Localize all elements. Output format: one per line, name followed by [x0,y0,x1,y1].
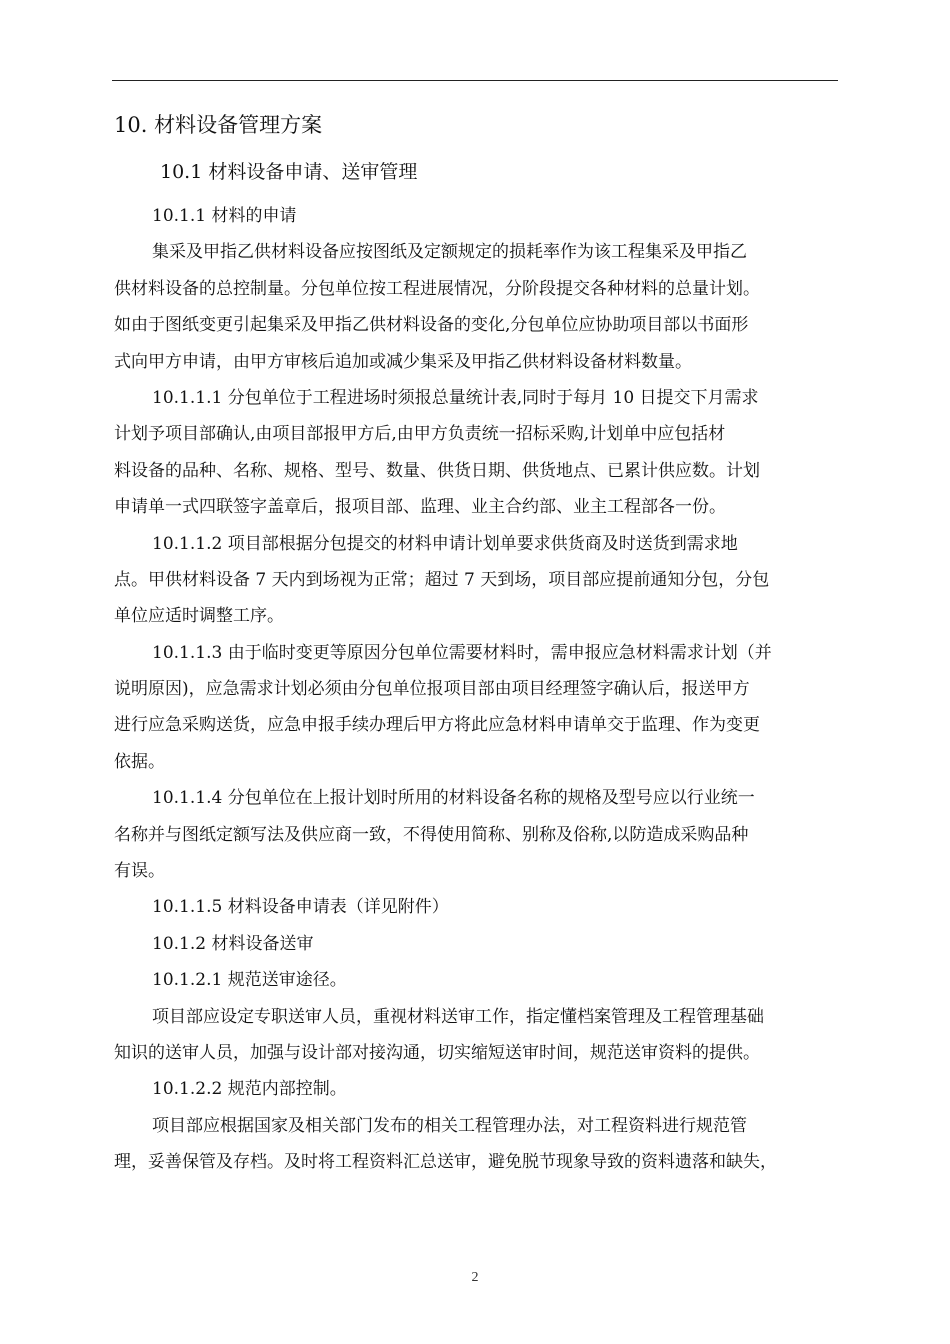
text-line: 进行应急采购送货，应急申报手续办理后甲方将此应急材料申请单交于监理、作为变更 [114,715,760,736]
text-line: 10.1.1.2 项目部根据分包提交的材料申请计划单要求供货商及时送货到需求地 [152,533,738,554]
text-line: 供材料设备的总控制量。分包单位按工程进展情况，分阶段提交各种材料的总量计划。 [114,278,760,299]
page-number: 2 [471,1270,479,1285]
document-body [114,104,840,1181]
subsection-heading: 10.1 材料设备申请、送审管理 [160,161,418,183]
text-line: 10.1.2 材料设备送审 [152,933,314,954]
text-line: 说明原因)，应急需求计划必须由分包单位报项目部由项目经理签字确认后，报送甲方 [114,679,750,700]
text-line: 10.1.1.3 由于临时变更等原因分包单位需要材料时，需申报应急材料需求计划（并 [152,642,772,663]
text-line: 10.1.2.2 规范内部控制。 [152,1079,347,1100]
text-line: 理，妥善保管及存档。及时将工程资料汇总送审，避免脱节现象导致的资料遗落和缺失， [114,1152,777,1173]
text-line: 集采及甲指乙供材料设备应按图纸及定额规定的损耗率作为该工程集采及甲指乙 [152,242,747,263]
text-line: 式向甲方申请，由甲方审核后追加或减少集采及甲指乙供材料设备材料数量。 [114,351,692,372]
text-line: 10.1.2.1 规范送审途径。 [152,970,347,991]
text-line: 10.1.1.1 分包单位于工程进场时须报总量统计表,同时于每月 10 日提交下月需求 [152,387,759,408]
text-line: 名称并与图纸定额写法及供应商一致，不得使用简称、别称及俗称,以防造成采购品种 [114,824,749,845]
text-line: 计划予项目部确认,由项目部报甲方后,由甲方负责统一招标采购,计划单中应包括材 [114,424,726,445]
text-line: 单位应适时调整工序。 [114,606,284,627]
text-line: 有误。 [114,861,165,882]
header-rule [112,80,838,81]
text-line: 10.1.1.5 材料设备申请表（详见附件） [152,897,449,918]
text-line: 项目部应根据国家及相关部门发布的相关工程管理办法，对工程资料进行规范管 [152,1115,747,1136]
text-line: 点。甲供材料设备 7 天内到场视为正常；超过 7 天到场，项目部应提前通知分包，分包 [114,569,770,590]
body-text [114,198,840,1181]
text-line: 知识的送审人员，加强与设计部对接沟通，切实缩短送审时间，规范送审资料的提供。 [114,1042,760,1063]
text-line: 10.1.1 材料的申请 [152,206,297,226]
text-line: 10.1.1.4 分包单位在上报计划时所用的材料设备名称的规格及型号应以行业统一 [152,788,755,809]
text-line: 料设备的品种、名称、规格、型号、数量、供货日期、供货地点、已累计供应数。计划 [114,460,760,481]
text-line: 申请单一式四联签字盖章后，报项目部、监理、业主合约部、业主工程部各一份。 [114,497,726,518]
text-line: 如由于图纸变更引起集采及甲指乙供材料设备的变化,分包单位应协助项目部以书面形 [114,315,749,336]
text-line: 项目部应设定专职送审人员，重视材料送审工作，指定懂档案管理及工程管理基础 [152,1006,764,1027]
section-heading: 10. 材料设备管理方案 [114,113,323,137]
text-line: 依据。 [114,751,165,772]
